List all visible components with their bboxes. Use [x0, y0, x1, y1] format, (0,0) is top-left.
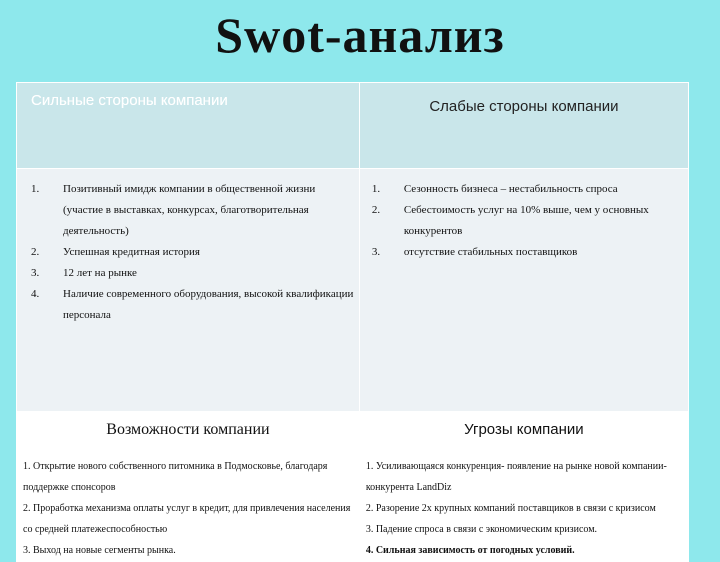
weaknesses-list — [370, 179, 682, 263]
threats-header-label: Угрозы компании — [464, 421, 584, 438]
list-item — [29, 263, 355, 284]
weaknesses-header — [359, 83, 688, 169]
list-item: 3. Выход на новые сегменты рынка. — [23, 545, 176, 556]
swot-table — [16, 82, 689, 562]
threats-list — [366, 456, 682, 561]
opportunities-cell — [17, 450, 360, 562]
list-item — [29, 179, 355, 242]
threats-header — [359, 412, 688, 450]
list-item — [370, 179, 682, 200]
list-item: 2. Разорение 2х крупных компаний поставщиков в связи с кризисом — [365, 503, 656, 514]
item-number: 2. — [31, 246, 40, 258]
list-item: 1. Открытие нового собственного питомника в Подмосковье, благодаря поддержке спонсоров — [23, 461, 328, 493]
list-item — [370, 242, 682, 263]
item-text: Позитивный имидж компании в общественной жизни (участие в выставках, конкурсах, благотворительная деятельность) — [63, 183, 316, 237]
weaknesses-header-label: Слабые стороны компании — [429, 98, 619, 115]
opportunities-list — [23, 456, 353, 561]
strengths-header — [17, 83, 360, 169]
opportunities-header-label: Возможности компании — [106, 421, 270, 438]
item-number: 3. — [31, 267, 40, 279]
strengths-list — [29, 179, 355, 326]
list-item — [29, 284, 355, 326]
item-number: 1. — [31, 183, 40, 195]
strengths-header-label: Сильные стороны компании — [31, 92, 228, 109]
item-text: Сезонность бизнеса – нестабильность спроса — [403, 183, 618, 195]
list-item — [370, 200, 682, 242]
list-item: 3. Падение спроса в связи с экономическим кризисом. — [365, 524, 598, 535]
list-item — [29, 242, 355, 263]
item-text: 12 лет на рынке — [63, 267, 137, 279]
item-text: Себестоимость услуг на 10% выше, чем у основных конкурентов — [403, 204, 649, 237]
list-item: 4. Сильная зависимость от погодных условий. — [365, 545, 575, 556]
item-text: Наличие современного оборудования, высокой квалификации персонала — [63, 288, 354, 321]
list-item: 1. Усиливающаяся конкуренция- появление на рынке новой компании- конкурента LandDiz — [365, 461, 667, 493]
item-number: 3. — [371, 246, 381, 258]
page-title: Swot-анализ — [215, 7, 505, 63]
item-number: 1. — [371, 183, 381, 195]
strengths-cell — [17, 169, 360, 412]
list-item: 2. Проработка механизма оплаты услуг в кредит, для привлечения населения со средней платежеспособностью — [23, 503, 351, 535]
opportunities-header — [17, 412, 360, 450]
weaknesses-cell — [359, 169, 688, 412]
item-number: 4. — [31, 288, 40, 300]
item-text: Успешная кредитная история — [63, 246, 200, 258]
item-number: 2. — [371, 204, 381, 216]
threats-cell — [359, 450, 688, 562]
item-text: отсутствие стабильных поставщиков — [403, 246, 578, 258]
